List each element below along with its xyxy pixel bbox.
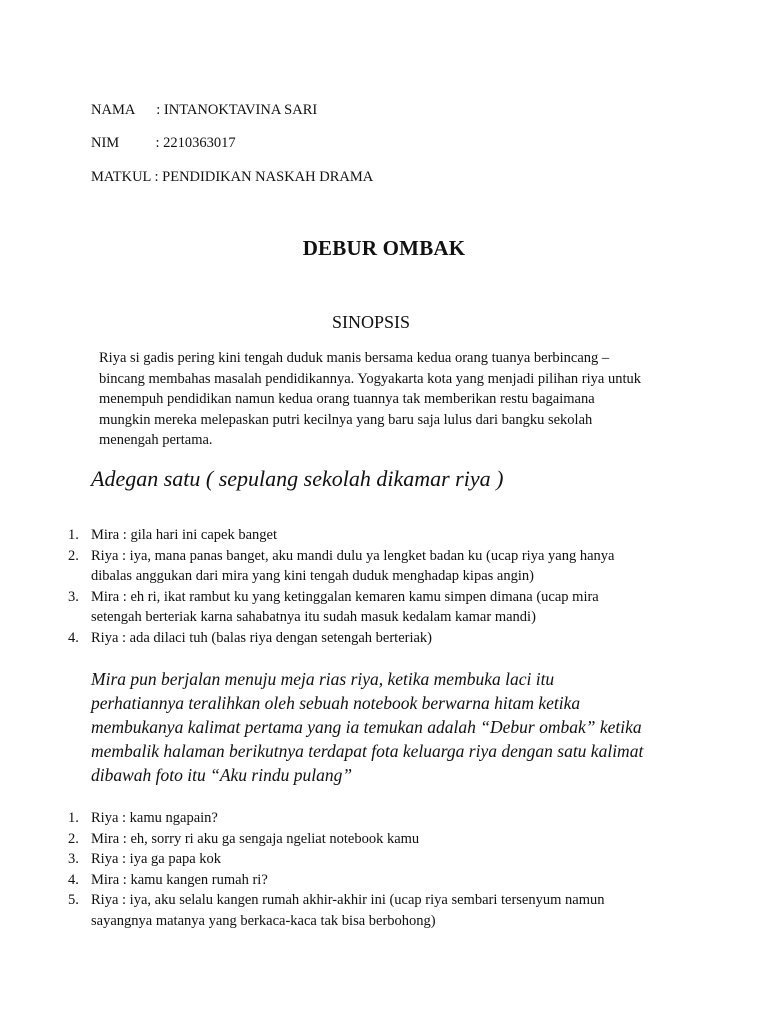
document-title: DEBUR OMBAK (302, 236, 466, 260)
list-item (0, 546, 640, 587)
synopsis-text: Riya si gadis pering kini tengah duduk manis bersama kedua orang tuanya berbincang – bincang membahas masalah pendidikannya. Yogyakarta kota yang menjadi pilihan riya untuk menempuh pendidikan namun kedua orang tuannya tak memberikan restu bagaimana mungkin mereka melepaskan putri kecilnya yang baru saja lulus dari bangku sekolah menengah pertama. (99, 350, 642, 448)
list-item (0, 890, 640, 931)
scene-one-heading: Adegan satu ( sepulang sekolah dikamar riya ) (91, 466, 504, 491)
course-line: MATKUL : PENDIDIKAN NASKAH DRAMA (91, 169, 374, 185)
dialog-line: Riya : ada dilaci tuh (balas riya dengan setengah berteriak) (91, 629, 433, 646)
list-number: 5. (68, 892, 79, 908)
dialog-list-two (0, 808, 640, 931)
list-item (0, 628, 640, 649)
list-item (0, 829, 640, 850)
dialog-line: Riya : iya ga papa kok (91, 851, 222, 867)
list-number: 4. (68, 629, 79, 646)
list-number: 2. (68, 547, 79, 564)
dialog-line: Mira : kamu kangen rumah ri? (91, 871, 268, 888)
dialog-line: Mira : gila hari ini capek banget (91, 527, 278, 543)
list-number: 3. (68, 588, 79, 605)
dialog-line: Mira : eh ri, ikat rambut ku yang ketinggalan kemaren kamu simpen dimana (ucap mira setengah berteriak karna sahabatnya itu sudah masuk kedalam kamar mandi) (91, 588, 599, 625)
student-name-line: NAMA : INTANOKTAVINA SARI (91, 102, 318, 118)
list-number: 1. (68, 810, 79, 826)
list-number: 1. (68, 527, 79, 543)
dialog-line: Riya : kamu ngapain? (91, 810, 218, 826)
list-number: 4. (68, 871, 79, 888)
synopsis-heading: SINOPSIS (331, 312, 411, 332)
dialog-line: Riya : iya, aku selalu kangen rumah akhir-akhir ini (ucap riya sembari tersenyum namun sayangnya matanya yang berkaca-kaca tak bisa berbohong) (91, 892, 605, 929)
list-number: 2. (68, 830, 79, 847)
list-number: 3. (68, 851, 79, 867)
list-item (0, 849, 640, 870)
list-item (0, 525, 640, 546)
list-item (0, 870, 640, 891)
list-item (0, 587, 640, 628)
dialog-line: Riya : iya, mana panas banget, aku mandi dulu ya lengket badan ku (ucap riya yang hanya dibalas anggukan dari mira yang kini tengah duduk menghadap kipas angin) (91, 547, 615, 584)
dialog-line: Mira : eh, sorry ri aku ga sengaja ngeliat notebook kamu (91, 830, 420, 847)
student-nim-line: NIM : 2210363017 (91, 135, 236, 151)
list-item (0, 808, 640, 829)
narration-paragraph: Mira pun berjalan menuju meja rias riya, ketika membuka laci itu perhatiannya teralihkan oleh sebuah notebook berwarna hitam ketika membukanya kalimat pertama yang ia temukan adalah “Debur ombak” ketika membalik halaman berikutnya terdapat fota keluarga riya dengan satu kalimat dibawah foto itu “Aku rindu pulang” (91, 669, 644, 785)
dialog-list-one (0, 525, 640, 648)
